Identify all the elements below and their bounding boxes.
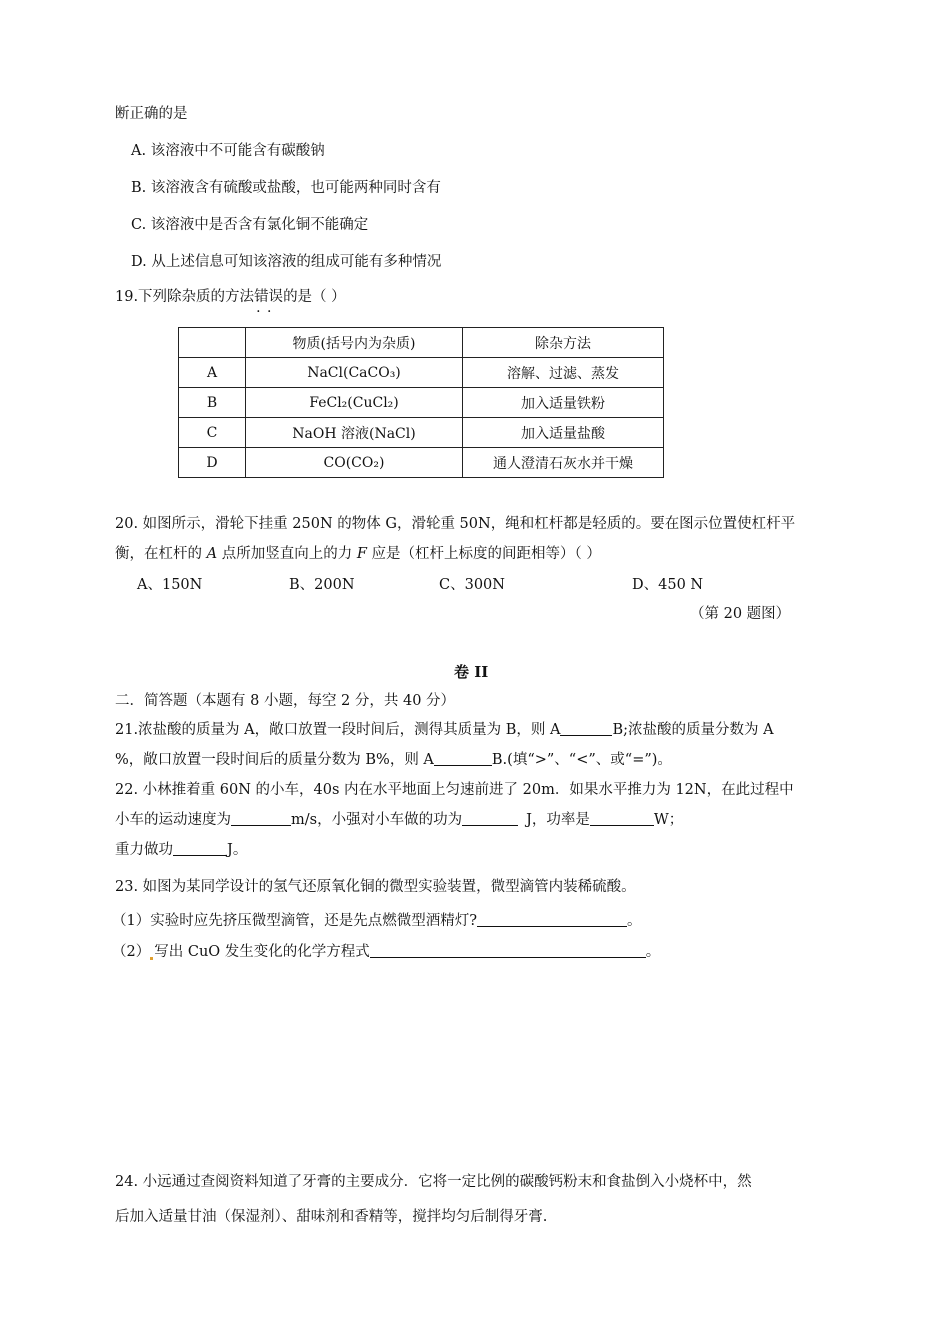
answer-blank[interactable] <box>560 720 612 736</box>
table-cell-substance: CO(CO₂) <box>246 448 463 478</box>
q22-line3-part2: J。 <box>227 842 248 858</box>
q20-line2-part2: 点所加竖直向上的力 <box>217 546 357 562</box>
answer-blank[interactable] <box>462 810 518 826</box>
q19-stem-part1: 19.下列除杂质的方法 <box>115 289 255 305</box>
q19-stem-emphasis: 错误 · · <box>254 289 283 305</box>
orange-mark-icon <box>150 957 153 960</box>
table-row <box>179 418 664 448</box>
q23-sub2 <box>112 942 660 962</box>
q20-option-d: D、450 N <box>632 577 704 593</box>
q20-force-f: F <box>356 546 367 562</box>
table-cell-label: D <box>179 448 246 478</box>
q18-option-a: A. 该溶液中不可能含有碳酸钠 <box>131 143 325 159</box>
q22-line2 <box>115 810 683 830</box>
q20-option-b: B、200N <box>289 577 355 593</box>
q18-option-b: B. 该溶液含有硫酸或盐酸，也可能两种同时含有 <box>131 180 441 196</box>
answer-blank[interactable] <box>231 810 291 826</box>
table-header-row <box>179 328 664 358</box>
answer-blank[interactable] <box>370 942 646 958</box>
q24-line1: 24. 小远通过查阅资料知道了牙膏的主要成分．它将一定比例的碳酸钙粉末和食盐倒入小烧杯中，然 <box>115 1174 752 1190</box>
q20-line1: 20. 如图所示，滑轮下挂重 250N 的物体 G，滑轮重 50N，绳和杠杆都是轻质的。要在图示位置使杠杆平 <box>115 516 796 532</box>
q20-point-a: A <box>206 546 218 562</box>
q20-figure-caption: （第 20 题图） <box>690 606 791 622</box>
table-cell-label: B <box>179 388 246 418</box>
answer-blank[interactable] <box>477 911 627 927</box>
q18-option-c: C. 该溶液中是否含有氯化铜不能确定 <box>131 217 369 233</box>
q21-line2-part1: %，敞口放置一段时间后的质量分数为 B%，则 A <box>115 752 434 768</box>
table-cell-method: 通人澄清石灰水并干燥 <box>463 448 664 478</box>
q19-stem-part2: 的是（ ） <box>283 289 346 305</box>
table-row <box>179 388 664 418</box>
table-header-cell: 物质(括号内为杂质) <box>246 328 463 358</box>
q22-line3-part1: 重力做功 <box>115 842 173 858</box>
table-cell-substance: NaCl(CaCO₃) <box>246 358 463 388</box>
q23-sub2-number: （2） <box>112 944 151 960</box>
q23-stem: 23. 如图为某同学设计的氢气还原氧化铜的微型实验装置，微型滴管内装稀硫酸。 <box>115 879 636 895</box>
q22-line1: 22. 小林推着重 60N 的小车，40s 内在水平地面上匀速前进了 20m．如果水平推力为 12N，在此过程中 <box>115 782 794 798</box>
table-row <box>179 448 664 478</box>
table-header-cell <box>179 328 246 358</box>
q18-option-d: D. 从上述信息可知该溶液的组成可能有多种情况 <box>131 254 442 270</box>
q20-option-c: C、300N <box>439 577 505 593</box>
q22-line2-part4: W； <box>653 812 684 828</box>
table-cell-label: A <box>179 358 246 388</box>
q20-line2-part1: 衡，在杠杆的 <box>115 546 207 562</box>
table-cell-label: C <box>179 418 246 448</box>
q19-stem <box>115 287 346 307</box>
q21-line1 <box>115 720 774 740</box>
q22-line2-part1: 小车的运动速度为 <box>115 812 231 828</box>
answer-blank[interactable] <box>173 840 227 856</box>
section-heading: 二．简答题（本题有 8 小题，每空 2 分，共 40 分） <box>115 693 456 709</box>
answer-blank[interactable] <box>434 750 492 766</box>
table-cell-substance: NaOH 溶液(NaCl) <box>246 418 463 448</box>
table-row <box>179 358 664 388</box>
q23-sub2-end: 。 <box>645 944 661 960</box>
table-cell-method: 溶解、过滤、蒸发 <box>463 358 664 388</box>
q20-option-a: A、150N <box>137 577 203 593</box>
table-cell-substance: FeCl₂(CuCl₂) <box>246 388 463 418</box>
q23-sub1 <box>112 911 642 931</box>
q23-sub1-end: 。 <box>627 913 642 929</box>
volume-2-title: 卷 II <box>454 663 489 681</box>
table-header-cell: 除杂方法 <box>463 328 664 358</box>
table-cell-method: 加入适量盐酸 <box>463 418 664 448</box>
q20-line2 <box>115 544 601 564</box>
q22-line2-part2: m/s，小强对小车做的功为 <box>291 812 463 828</box>
q22-line3 <box>115 840 247 860</box>
answer-blank[interactable] <box>590 810 654 826</box>
q19-table <box>178 327 664 478</box>
q23-sub2-text: 写出 CuO 发生变化的化学方程式 <box>154 944 370 960</box>
table-cell-method: 加入适量铁粉 <box>463 388 664 418</box>
q24-line2: 后加入适量甘油（保湿剂）、甜味剂和香精等，搅拌均匀后制得牙膏. <box>115 1209 548 1225</box>
q18-intro: 断正确的是 <box>115 106 188 122</box>
q22-line2-part3: J，功率是 <box>526 812 590 828</box>
q23-sub1-text: （1）实验时应先挤压微型滴管，还是先点燃微型酒精灯? <box>112 913 477 929</box>
q21-line2-part2: B.(填“>”、“<”、或“=”)。 <box>491 752 672 768</box>
q21-line1-part1: 21.浓盐酸的质量为 A，敞口放置一段时间后，测得其质量为 B，则 A <box>115 722 561 738</box>
q21-line1-part2: B;浓盐酸的质量分数为 A <box>612 722 774 738</box>
q21-line2 <box>115 750 672 770</box>
q20-line2-part3: 应是（杠杆上标度的间距相等）（ ） <box>366 546 601 562</box>
